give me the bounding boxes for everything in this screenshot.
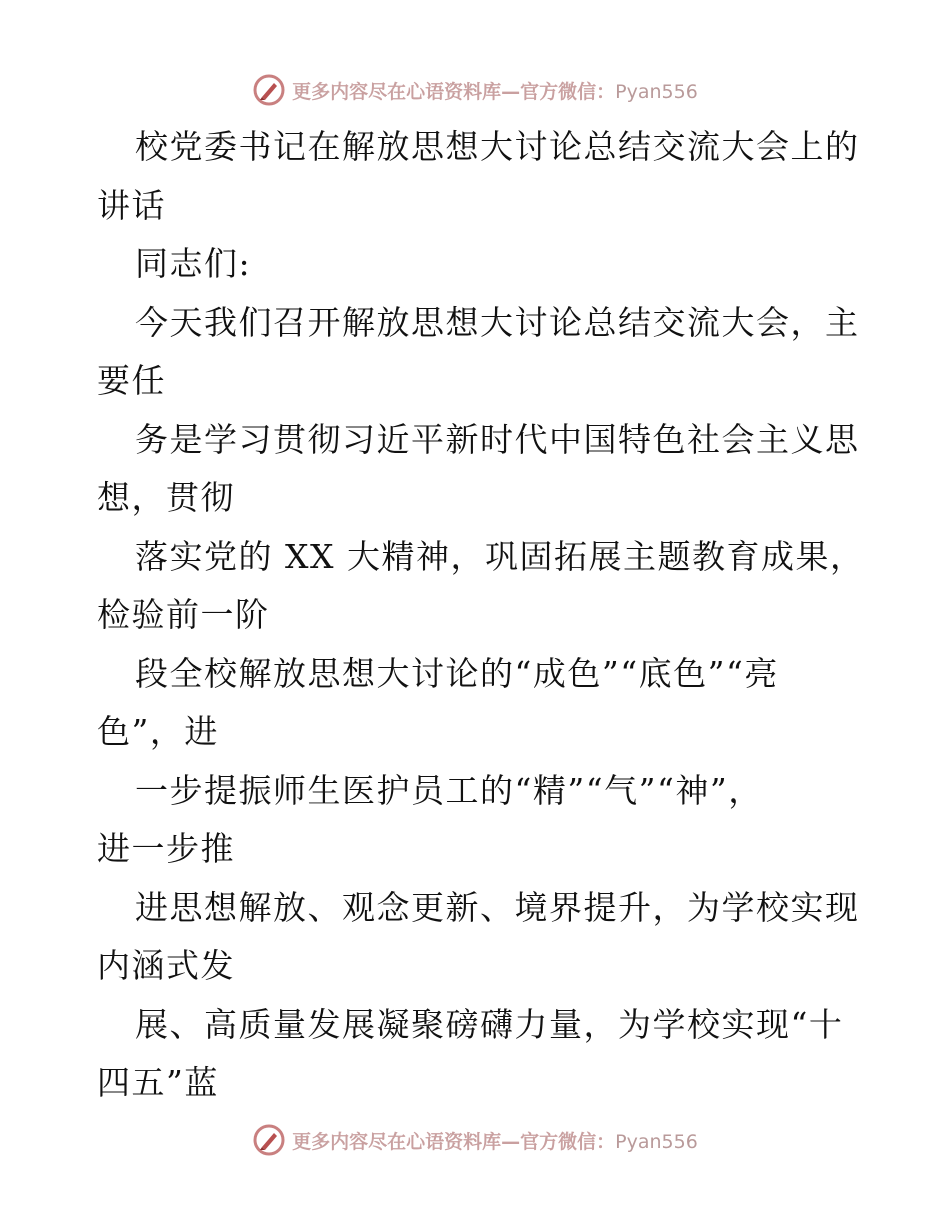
text-line: 展、高质量发展凝聚磅礴力量，为学校实现“十 <box>135 1004 844 1044</box>
text-line: 内涵式发 <box>97 946 235 985</box>
watermark-text: 更多内容尽在心语资料库—官方微信：Pyan556 <box>292 1130 698 1153</box>
text-line: 落实党的 XX 大精神，巩固拓展主题教育成果， <box>135 536 865 576</box>
text-line: 要任 <box>97 361 166 400</box>
watermark-wechat-id: Pyan556 <box>615 80 698 103</box>
watermark-wechat-id: Pyan556 <box>615 1130 698 1153</box>
pen-nib-circle-icon <box>252 73 286 107</box>
text-line: 校党委书记在解放思想大讨论总结交流大会上的 <box>135 127 860 166</box>
text-line: 四五”蓝 <box>97 1063 219 1102</box>
text-line: 段全校解放思想大讨论的“成色”“底色”“亮 <box>135 653 779 693</box>
text-line: 进一步推 <box>97 829 235 868</box>
text-line: 一步提振师生医护员工的“精”“气”“神”， <box>135 770 763 810</box>
text-line: 进思想解放、观念更新、境界提升，为学校实现 <box>135 887 860 927</box>
text-line: 今天我们召开解放思想大讨论总结交流大会，主 <box>135 302 860 342</box>
footer-watermark <box>0 1120 950 1160</box>
text-line: 务是学习贯彻习近平新时代中国特色社会主义思 <box>135 419 860 459</box>
pen-nib-circle-icon <box>252 1123 286 1157</box>
text-line: 检验前一阶 <box>97 595 270 634</box>
document-body <box>97 118 865 1113</box>
watermark-text: 更多内容尽在心语资料库—官方微信：Pyan556 <box>292 80 698 103</box>
text-line: 讲话 <box>97 185 166 225</box>
text-line: 想，贯彻 <box>97 478 235 517</box>
text-line: 同志们: <box>135 244 252 283</box>
text-line: 色”，进 <box>97 712 219 751</box>
header-watermark <box>0 70 950 110</box>
